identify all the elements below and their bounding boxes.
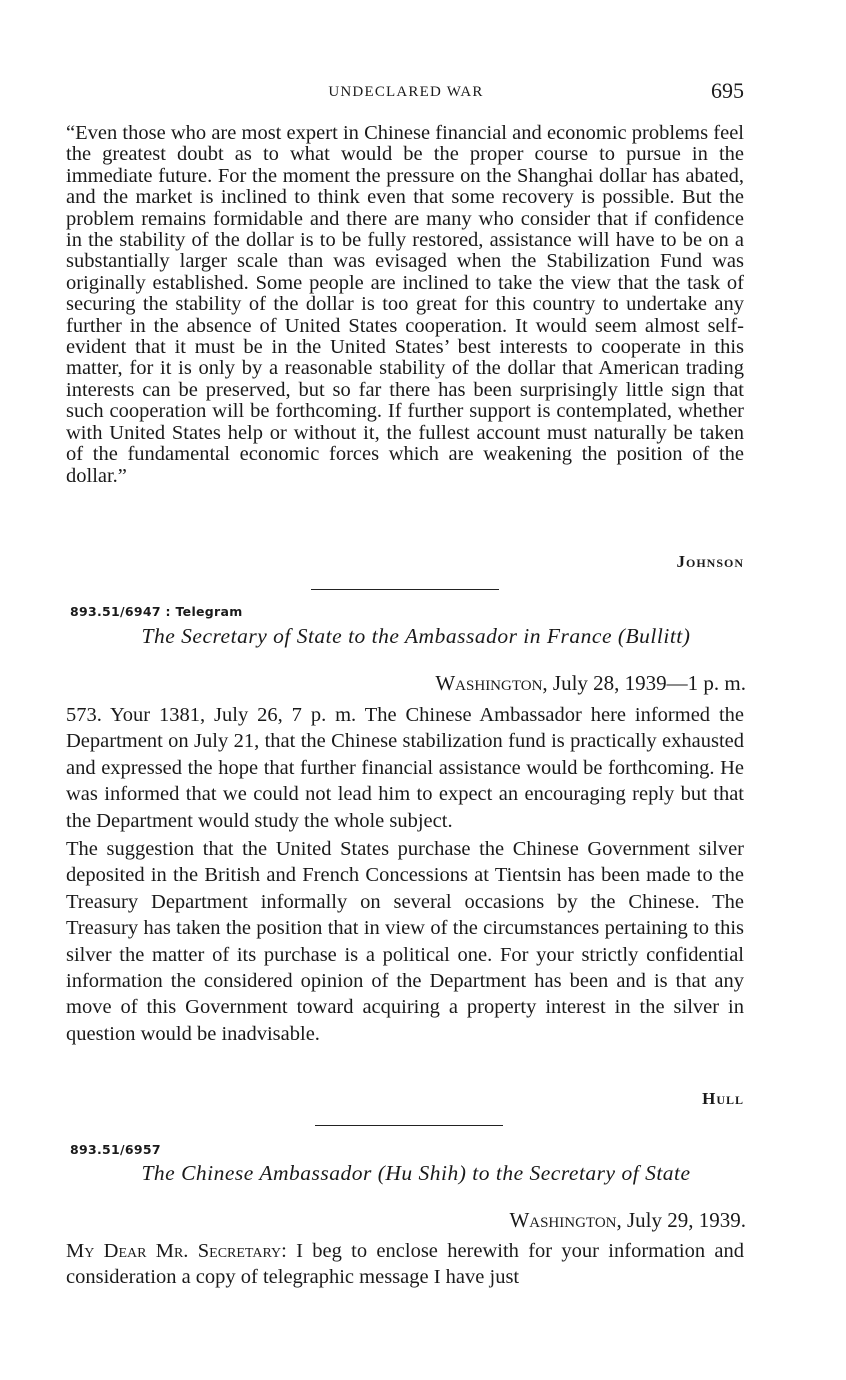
signature-hull: Hull [702,1089,744,1108]
body-paragraph: 573. Your 1381, July 26, 7 p. m. The Chinese Ambassador here informed the Department on July 21, that the Chinese stabilization fund is practically exhausted and expressed the hope that further financial assistance would be forthcoming. He was informed that we could not lead him to expect an encouraging reply but that the Department would study the whole subject. [66,704,744,832]
body-paragraph: The suggestion that the United States purchase the Chinese Government silver deposited in the British and French Concessions at Tientsin has been made to the Treasury Department informally on several occasions by the Chinese. The Treasury has taken the position that in view of the circumstances pertaining to this silver the matter of its purchase is a political one. For your strictly confidential information the considered opinion of the Department has been and is that any move of this Government toward acquiring a property interest in the silver in question would be inadvisable. [66,838,744,1045]
signature-johnson: Johnson [676,552,744,571]
running-title: UNDECLARED WAR [328,84,484,100]
quote-paragraph: “Even those who are most expert in Chinese financial and economic problems feel the greatest doubt as to what would be the proper course to pursue in the immediate future. For the moment the pressure on the Shanghai dollar has abated, and the market is inclined to think even that some recovery is possible. But the problem remains formidable and there are many who consider that if confidence in the stability of the dollar is to be fully restored, assistance will have to be on a substantially larger scale than was evisaged when the Stabilization Fund was originally established. Some people are inclined to take the view that the task of securing the stability of the dollar is too great for this country to undertake any further in the absence of United States cooperation. It would seem almost self-evident that it must be in the United States’ best interests to cooperate in this matter, for it is only by a reasonable stability of the dollar that American trading interests can be preserved, but so far there has been surprisingly little sign that such cooperation will be forthcoming. If further support is contemplated, whether with United States help or without it, the fullest account must naturally be taken of the fundamental economic forces which are weakening the position of the dollar.” [66,122,744,487]
dateline [509,1208,746,1233]
document-title: The Secretary of State to the Ambassador in France (Bullitt) [141,624,691,648]
letter-body [66,1238,744,1291]
file-number: 893.51/6957 [70,1142,161,1157]
dateline-place: Washington, [435,671,548,695]
salutation: My Dear Mr. Secretary: [66,1240,287,1262]
dateline-date: July 28, 1939—1 p. m. [552,671,746,695]
document-title: The Chinese Ambassador (Hu Shih) to the Secretary of State [141,1161,691,1185]
section-divider [315,1125,503,1126]
page-number: 695 [711,78,744,103]
telegram-body [66,702,744,1047]
body-paragraph [66,1238,744,1291]
page-header [68,78,744,108]
dateline-date: July 29, 1939. [626,1208,746,1232]
dateline-place: Washington, [509,1208,622,1232]
letter-opening-text: I beg to enclose herewith for your information and consideration a copy of telegraphic message I have just [66,1240,744,1289]
dateline [435,671,746,696]
section-divider [311,589,499,590]
file-number: 893.51/6947 : Telegram [70,604,243,619]
quoted-telegram-excerpt [66,123,744,487]
